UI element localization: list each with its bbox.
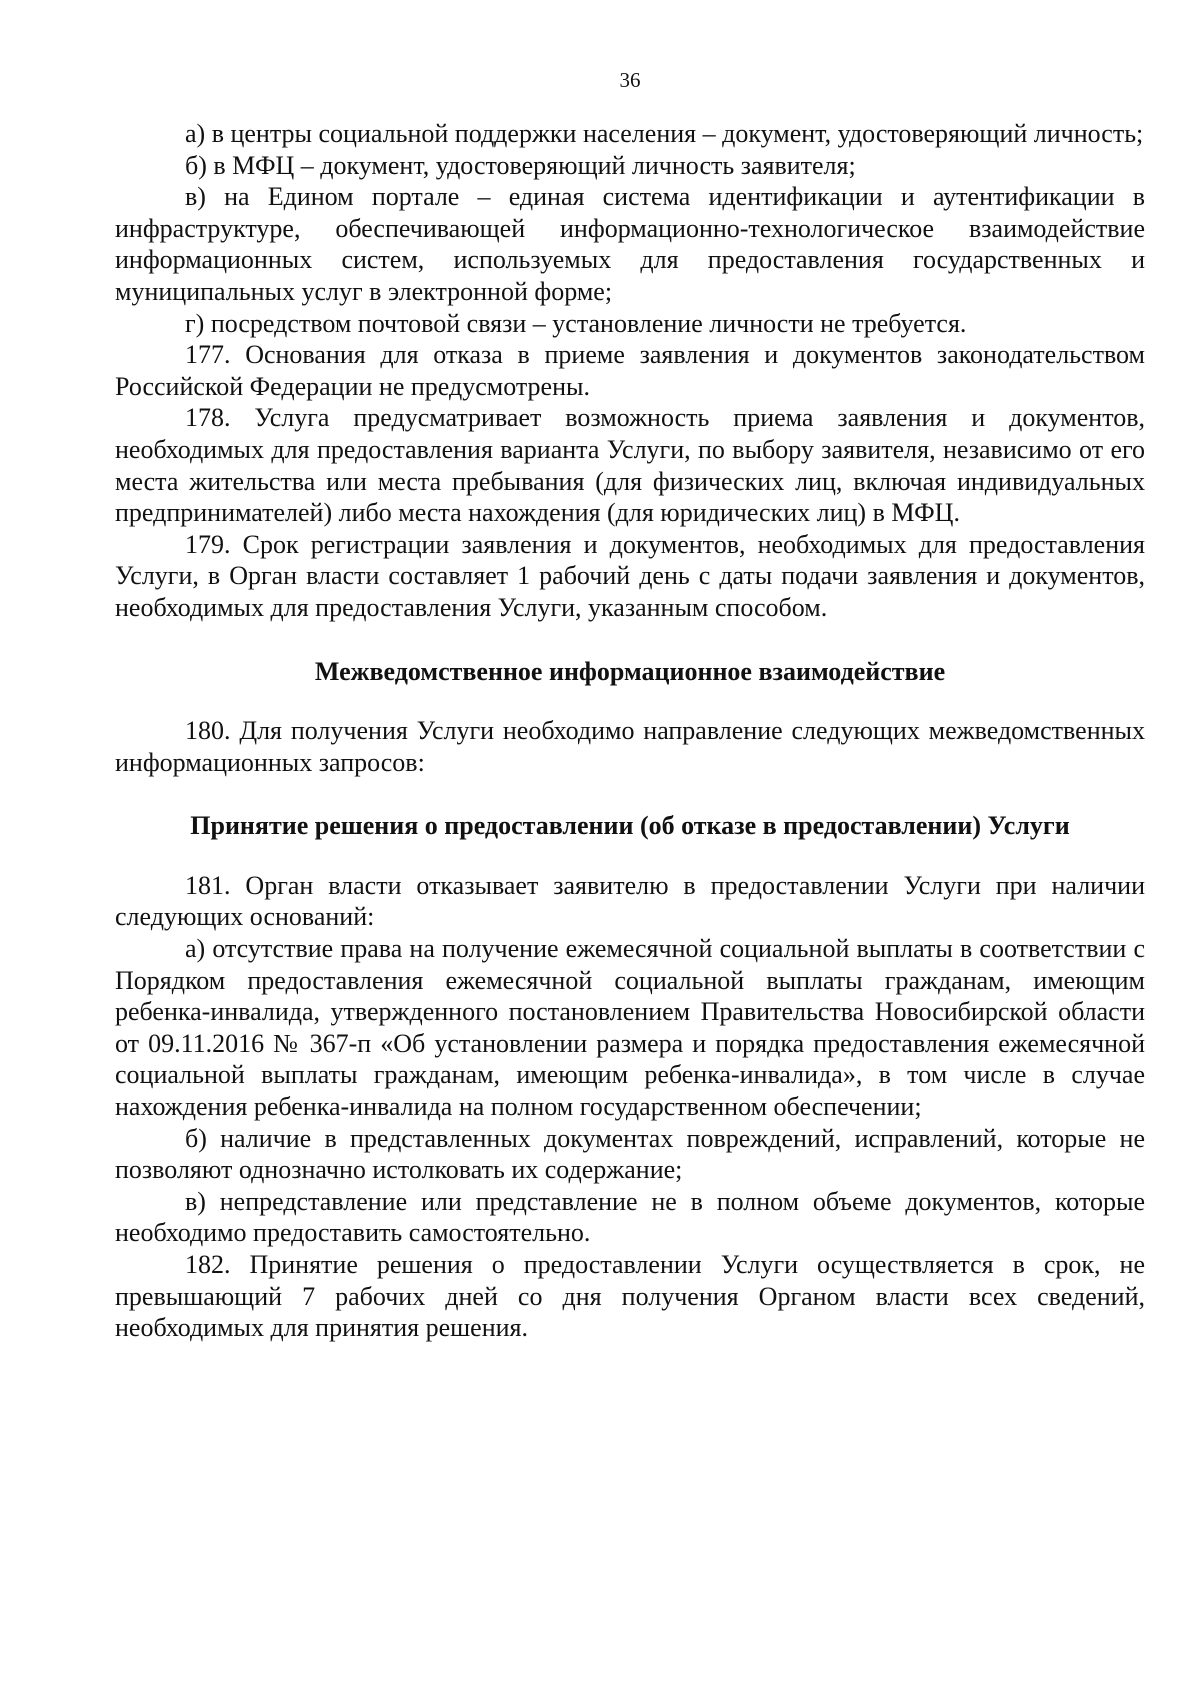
- paragraph: б) в МФЦ – документ, удостоверяющий личность заявителя;: [185, 150, 856, 180]
- spacer: [115, 687, 1145, 715]
- paragraph: 179. Срок регистрации заявления и документов, необходимых для предоставления Услуги, в Орган власти составляет 1 рабочий день с даты подачи заявления и документов, необходимых для предоставления Услуги, указанным способом.: [115, 529, 1145, 622]
- paragraph: 180. Для получения Услуги необходимо направление следующих межведомственных информационных запросов:: [115, 716, 1145, 777]
- spacer: [115, 624, 1145, 656]
- paragraph: а) в центры социальной поддержки населения – документ, удостоверяющий личность;: [185, 119, 1144, 148]
- page-number: 36: [619, 68, 641, 92]
- paragraph: 182. Принятие решения о предоставлении Услуги осуществляется в срок, не превышающий 7 рабочих дней со дня получения Органом власти всех сведений, необходимых для принятия решения.: [115, 1250, 1145, 1343]
- paragraph: а) отсутствие права на получение ежемесячной социальной выплаты в соответствии с Порядком предоставления ежемесячной социальной выплаты гражданам, имеющим ребенка-инвалида, утвержденного постановлением Правительства Новосибирской области от 09.11.2016 № 367-п «Об установлении размера и порядка предоставления ежемесячной социальной выплаты гражданам, имеющим ребенка-инвалида», в том числе в случае нахождения ребенка-инвалида на полном государственном обеспечении;: [115, 934, 1145, 1122]
- document-body: [115, 118, 1145, 1344]
- spacer: [115, 778, 1145, 810]
- paragraph: 177. Основания для отказа в приеме заявления и документов законодательством Российской Федерации не предусмотрены.: [115, 340, 1145, 401]
- section-heading: Принятие решения о предоставлении (об отказе в предоставлении) Услуги: [190, 811, 1070, 841]
- section-heading: Межведомственное информационное взаимодействие: [314, 656, 946, 686]
- spacer: [115, 842, 1145, 870]
- paragraph: в) непредставление или представление не в полном объеме документов, которые необходимо предоставить самостоятельно.: [115, 1186, 1145, 1248]
- paragraph: 181. Орган власти отказывает заявителю в предоставлении Услуги при наличии следующих оснований:: [115, 870, 1145, 932]
- paragraph: б) наличие в представленных документах повреждений, исправлений, которые не позволяют однозначно истолковать их содержание;: [115, 1123, 1145, 1185]
- paragraph: г) посредством почтовой связи – установление личности не требуется.: [185, 308, 967, 338]
- paragraph: 178. Услуга предусматривает возможность приема заявления и документов, необходимых для предоставления варианта Услуги, по выбору заявителя, независимо от его места жительства или места пребывания (для физических лиц, включая индивидуальных предпринимателей) либо места нахождения (для юридических лиц) в МФЦ.: [115, 403, 1145, 528]
- paragraph: в) на Едином портале – единая система идентификации и аутентификации в инфраструктуре, обеспечивающей информационно-технологическое взаимодействие информационных систем, используемых для предоставления государственных и муниципальных услуг в электронной форме;: [115, 182, 1145, 306]
